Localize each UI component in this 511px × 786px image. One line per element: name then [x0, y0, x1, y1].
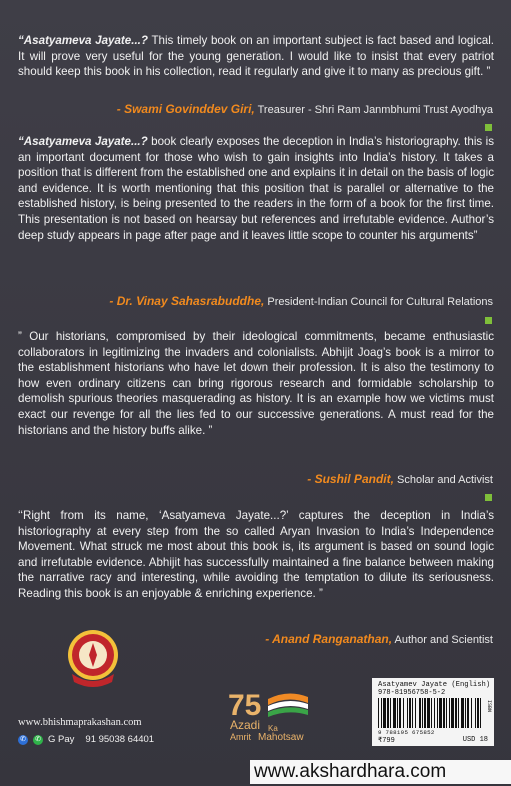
barcode-bar — [437, 698, 438, 728]
azadi-word: Azadi — [230, 718, 261, 732]
whatsapp-icon: ✆ — [33, 735, 43, 745]
price-usd: USD 18 — [462, 736, 488, 744]
quote-4-author: - Anand Ranganathan, — [265, 632, 393, 646]
barcode-bar — [424, 698, 426, 728]
quote-2-text: book clearly exposes the deception in India’s historiography. this is an important document for those who wish to gain insights into India’s history. It takes a position that is different from the established one and explains it in detail on the basis of logic and evidence. It is worth mentioning that this position that is parallel or alternative to the established history, is being presented to the readers in the form of a book for the first time. This presentation is not based on hearsay but references and irrefutable evidence. Author’s deep study appears in page after page and it leaves little scope to counter his arguments” — [18, 135, 494, 242]
barcode-bar — [467, 698, 469, 728]
gpay-label: G Pay — [48, 734, 75, 745]
quote-4-attribution — [265, 632, 493, 646]
azadi-amrit: Amrit — [230, 732, 251, 741]
watermark-website: www.akshardhara.com — [250, 760, 511, 784]
azadi-ka-amrit-mahotsaw-logo — [228, 683, 348, 741]
barcode-bar — [458, 698, 459, 728]
quote-1-text: This timely book on an important subject is fact based and logical. It will prove very useful for the young generation. I would like to insist that every patriot should keep this book in his collection, read it regularly and give it to many as precious gift. ” — [18, 34, 494, 79]
barcode-bar — [399, 698, 401, 728]
barcode-bar — [434, 698, 435, 728]
barcode-bar — [443, 698, 445, 728]
barcode-bar — [397, 698, 398, 728]
quote-1-role: Treasurer - Shri Ram Janmbhumi Trust Ayodhya — [254, 104, 493, 116]
barcode-bar — [477, 698, 479, 728]
barcode-bar — [449, 698, 450, 728]
barcode-bar — [439, 698, 442, 728]
quote-3 — [18, 329, 494, 438]
barcode-bar — [465, 698, 466, 728]
barcode-bar — [415, 698, 416, 728]
barcode-bar — [409, 698, 411, 728]
bullet-square — [485, 494, 492, 501]
quote-2-author: - Dr. Vinay Sahasrabuddhe, — [109, 294, 265, 308]
barcode-bar — [387, 698, 389, 728]
isbn-barcode-box — [372, 678, 494, 746]
publisher-phone: 91 95038 64401 — [85, 734, 155, 745]
price-inr: ₹799 — [378, 737, 395, 745]
barcode-bars — [378, 698, 486, 728]
quote-4-text: ‘‘Right from its name, ‘Asatyameva Jayate...?’ captures the deception in India’s historiography at every step from the so called Aryan Invasion to India’s Independence Movement. What struck me most about this book is, its argument is based on sound logic and irrefutable evidence. Abhijit has successfully maintained a fine balance between making the narrative racy and interesting, while avoiding the temptation to dilute its seriousness. Reading this book is an enjoyable & enriching experience. ” — [18, 509, 494, 600]
barcode-side-label: ISBN — [486, 700, 492, 713]
barcode-bar — [446, 698, 447, 728]
barcode-bar — [461, 698, 464, 728]
barcode-bar — [455, 698, 457, 728]
quote-4 — [18, 508, 494, 602]
phone-icon: ✆ — [18, 735, 28, 745]
quote-2-attribution — [109, 294, 493, 308]
publisher-logo — [66, 628, 120, 692]
barcode-bar — [422, 698, 423, 728]
bullet-square — [485, 124, 492, 131]
quote-3-attribution — [307, 472, 493, 486]
quote-1 — [18, 33, 494, 80]
quote-1-attribution — [117, 102, 493, 116]
quote-3-author: - Sushil Pandit, — [307, 472, 394, 486]
barcode-title: Asatyamev Jayate (English) — [378, 681, 491, 689]
barcode-bar — [390, 698, 391, 728]
barcode-bar — [393, 698, 396, 728]
azadi-ka: Ka — [268, 724, 278, 733]
barcode-bar — [403, 698, 404, 728]
quote-2 — [18, 134, 494, 243]
barcode-bar — [381, 698, 382, 728]
quote-3-text: ” Our historians, compromised by their ideological commitments, became enthusiastic collaborators in legitimizing the invaders and colonialists. Abhijit Joag’s book is a mirror to the establishment historians who have let down their profession. It is also the testimony to how even ordinary citizens can bring rigorous research and formidable scholarship to demolish spurious theories masquerading as history. It is an example how we victims must exact our revenge for all the lies fed to our successive generations. A must read for the historians and the history buffs alike. ” — [18, 330, 494, 437]
quote-1-lead: “Asatyameva Jayate...? — [18, 34, 148, 47]
barcode-digits: 9 788195 675852 — [378, 729, 435, 736]
barcode-bar — [480, 698, 481, 728]
barcode-isbn: 978-81956758-5-2 — [378, 689, 446, 697]
quote-1-author: - Swami Govinddev Giri, — [116, 102, 255, 116]
quote-2-lead: “Asatyameva Jayate...? — [18, 135, 148, 148]
barcode-bar — [471, 698, 472, 728]
barcode-bar — [451, 698, 454, 728]
publisher-website: www.bhishmaprakashan.com — [18, 717, 142, 728]
quote-4-role: Author and Scientist — [392, 634, 493, 646]
barcode-bar — [431, 698, 432, 728]
barcode-bar — [419, 698, 421, 728]
barcode-bar — [427, 698, 430, 728]
barcode-bar — [412, 698, 413, 728]
barcode-bar — [407, 698, 408, 728]
bullet-square — [485, 317, 492, 324]
quote-3-role: Scholar and Activist — [393, 474, 493, 486]
azadi-number: 75 — [228, 689, 262, 722]
publisher-contacts — [18, 734, 154, 745]
barcode-bar — [383, 698, 386, 728]
azadi-mahotsaw: Mahotsaw — [258, 732, 304, 741]
barcode-bar — [475, 698, 476, 728]
barcode-bar — [378, 698, 379, 728]
quote-2-role: President-Indian Council for Cultural Relations — [264, 296, 493, 308]
